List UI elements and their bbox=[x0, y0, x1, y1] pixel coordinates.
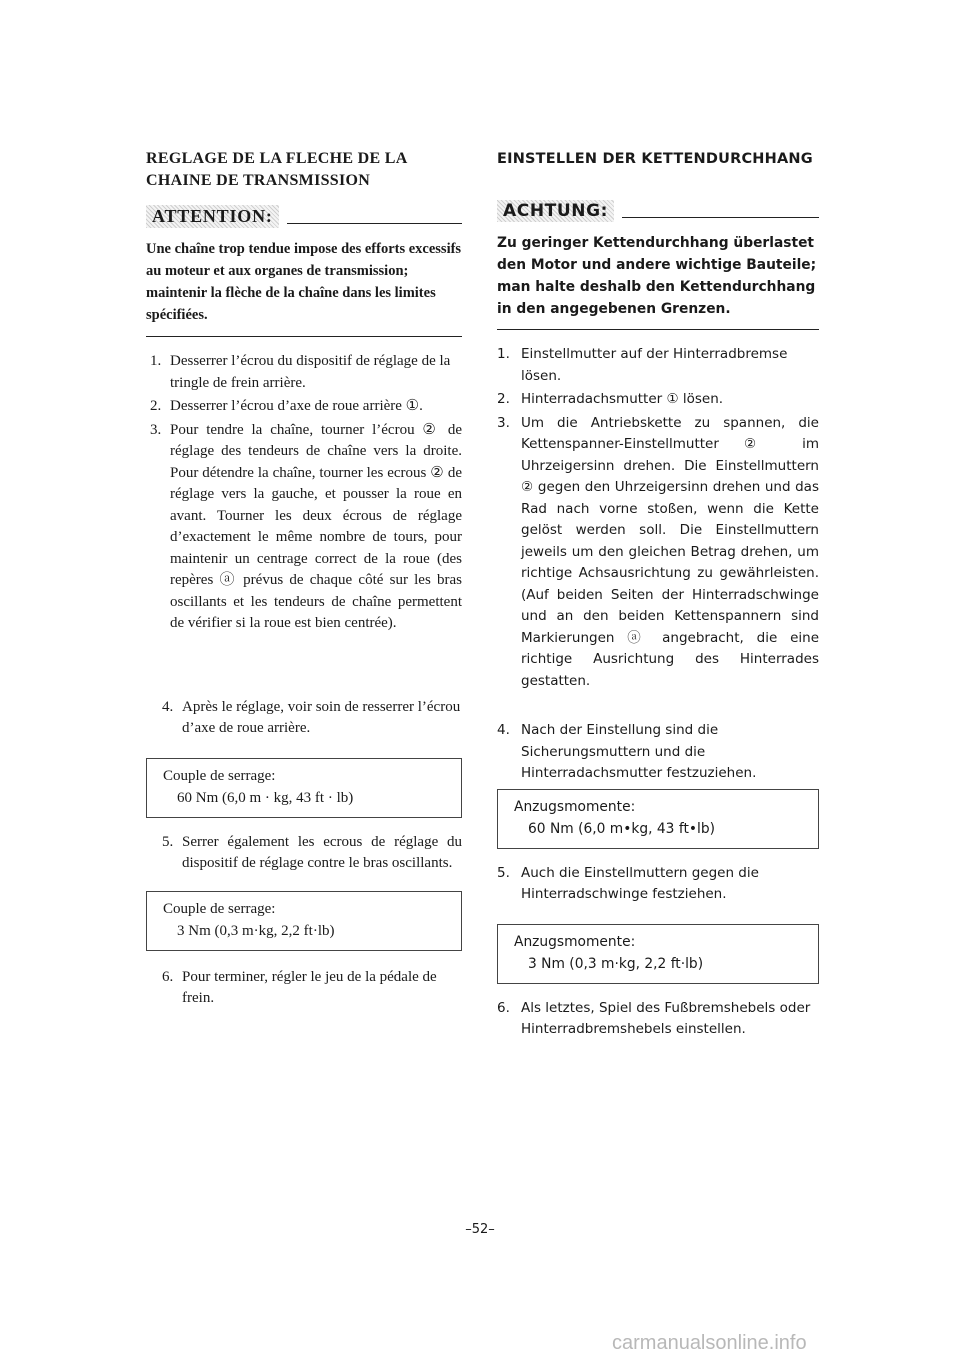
de-step: 2. Hinterradachsmutter ① lösen. bbox=[497, 391, 724, 407]
fr-torque-spec-1 bbox=[146, 758, 462, 818]
fr-section-title: REGLAGE DE LA FLECHE DE LA CHAINE DE TRANSMISSION bbox=[146, 150, 408, 189]
de-step-6: 6. Als letztes, Spiel des Fußbremshebels oder Hinterradbremshebels einstellen. bbox=[497, 999, 811, 1037]
de-torque-spec-2 bbox=[497, 924, 819, 984]
fr-spec-label: Couple de serrage: bbox=[163, 900, 276, 917]
de-caution-rule bbox=[622, 217, 819, 218]
fr-caution-label: ATTENTION: bbox=[146, 205, 279, 228]
de-torque-spec-1 bbox=[497, 789, 819, 849]
fr-step: 1. Desserrer l’écrou du dispositif de réglage de la tringle de frein arrière. bbox=[150, 353, 451, 391]
fr-step-6: 6. Pour terminer, régler le jeu de la pédale de frein. bbox=[162, 968, 437, 1006]
de-spec-value: 3 Nm (0,3 m·kg, 2,2 ft·lb) bbox=[528, 955, 704, 972]
fr-spec-label: Couple de serrage: bbox=[163, 767, 276, 784]
de-spec-value: 60 Nm (6,0 m•kg, 43 ft•lb) bbox=[528, 820, 715, 837]
de-caution-label: ACHTUNG: bbox=[497, 200, 614, 222]
de-spec-label: Anzugsmomente: bbox=[514, 798, 636, 815]
fr-spec-value: 3 Nm (0,3 m·kg, 2,2 ft·lb) bbox=[177, 922, 335, 939]
fr-steps-list bbox=[146, 351, 462, 635]
fr-caution-separator bbox=[146, 336, 462, 337]
fr-torque-spec-2 bbox=[146, 891, 462, 951]
watermark: carmanualsonline.info bbox=[612, 1332, 807, 1354]
fr-spec-value: 60 Nm (6,0 m · kg, 43 ft · lb) bbox=[177, 789, 354, 806]
de-step: 3. Um die Antriebskette zu spannen, die Kettenspanner-Einstellmutter ② im Uhrzeigersinn drehen. Die Einstellmuttern ② gegen den Uhrzeigersinn drehen und das Rad nach vorne stoßen, wenn die Kette gelöst werden soll. Die Einstellmuttern jeweils um den gleichen Betrag drehen, um richtige Achsausrichtung zu gewährleisten. (Auf beiden Seiten der Hinterradschwinge und an den beiden Kettenspannern sind Markierungen ⓐ angebracht, die eine richtige Ausrichtung des Hinterrades gestatten. bbox=[497, 414, 819, 689]
de-steps-list bbox=[497, 344, 819, 692]
de-caution-separator bbox=[497, 329, 819, 330]
de-section-title: EINSTELLEN DER KETTENDURCHHANG bbox=[497, 151, 813, 167]
french-column bbox=[146, 148, 462, 1010]
fr-step-4: 4. Après le réglage, voir soin de resserrer l’écrou d’axe de roue arrière. bbox=[162, 698, 461, 736]
de-spec-label: Anzugsmomente: bbox=[514, 933, 636, 950]
de-step-4: 4. Nach der Einstellung sind die Sicherungsmuttern und die Hinterradachsmutter festzuziehen. bbox=[497, 722, 757, 781]
de-caution-header bbox=[497, 194, 819, 222]
fr-step: 2. Desserrer l’écrou d’axe de roue arrière ①. bbox=[150, 398, 423, 414]
fr-step-5: 5. Serrer également les ecrous de réglage du dispositif de réglage contre le bras oscillants. bbox=[162, 833, 462, 871]
fr-caution-rule bbox=[287, 223, 462, 224]
fr-caution-header bbox=[146, 200, 462, 228]
page-number: –52– bbox=[465, 1222, 495, 1237]
german-column bbox=[497, 148, 819, 1041]
de-caution-text: Zu geringer Kettendurchhang überlastet den Motor und andere wichtige Bauteile; man halte deshalb den Kettendurchhang in den angegebenen Grenzen. bbox=[497, 235, 817, 317]
de-step: 1. Einstellmutter auf der Hinterradbremse lösen. bbox=[497, 346, 788, 384]
fr-caution-text: Une chaîne trop tendue impose des efforts excessifs au moteur et aux organes de transmission; maintenir la flèche de la chaîne dans les limites spécifiées. bbox=[146, 241, 462, 323]
fr-step: 3. Pour tendre la chaîne, tourner l’écrou ② de réglage des tendeurs de chaîne vers la droite. Pour détendre la chaîne, tourner les ecrous ② de réglage vers la gauche, et pousser la roue en avant. Tourner les deux écrous de réglage d’exactement le même nombre de tours, pour maintenir un centrage correct de la roue (des repères ⓐ prévus de chaque côté sur les bras oscillants et les tendeurs de chaîne permettent de vérifier si la roue est bien centrée). bbox=[150, 421, 462, 631]
de-step-5: 5. Auch die Einstellmuttern gegen die Hinterradschwinge festziehen. bbox=[497, 864, 759, 902]
